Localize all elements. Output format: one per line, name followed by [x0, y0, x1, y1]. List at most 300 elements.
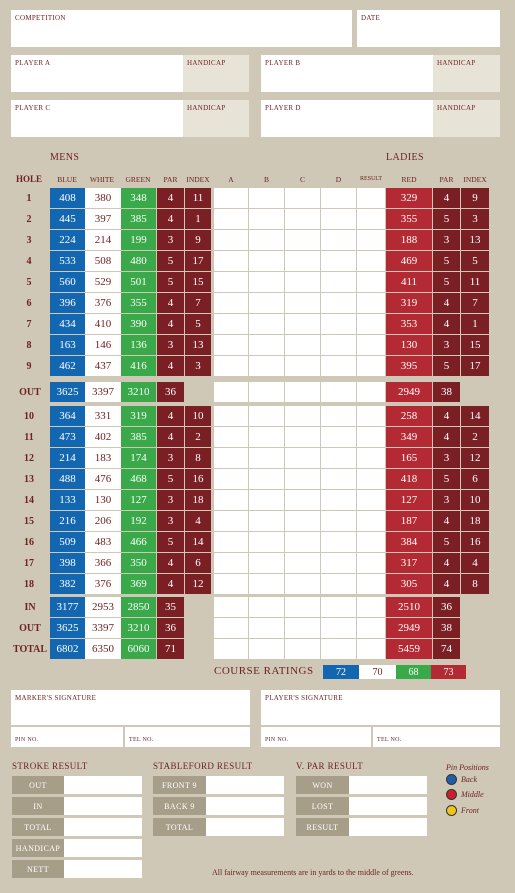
mens-par: 3 [157, 448, 184, 468]
score-cell-b[interactable] [249, 293, 284, 313]
total-out-score-result[interactable] [357, 618, 385, 638]
score-cell-a[interactable] [214, 272, 248, 292]
score-cell-b[interactable] [249, 427, 284, 447]
score-cell-b[interactable] [249, 356, 284, 376]
player-d-field[interactable] [261, 100, 433, 137]
white-yardage: 366 [85, 553, 121, 573]
score-cell-a[interactable] [214, 406, 248, 426]
red-yardage: 329 [386, 188, 432, 208]
score-cell-result[interactable] [357, 314, 385, 334]
total-in-ladies-par: 36 [433, 597, 460, 617]
total-in-score-d[interactable] [321, 597, 356, 617]
score-cell-result[interactable] [357, 406, 385, 426]
header-c: C [299, 174, 305, 184]
ladies-index: 12 [461, 448, 489, 468]
white-yardage: 476 [85, 469, 121, 489]
front-out-green: 3210 [121, 382, 156, 402]
vpar-row-label: RESULT [296, 818, 349, 836]
score-cell-c[interactable] [285, 511, 320, 531]
stroke-row-field[interactable] [64, 839, 142, 857]
ladies-index: 14 [461, 406, 489, 426]
score-cell-b[interactable] [249, 314, 284, 334]
score-cell-c[interactable] [285, 532, 320, 552]
blue-yardage: 488 [50, 469, 85, 489]
score-cell-d[interactable] [321, 356, 356, 376]
header-b: B [263, 174, 269, 184]
player-tel-field[interactable] [373, 727, 500, 747]
score-cell-d[interactable] [321, 293, 356, 313]
white-yardage: 376 [85, 293, 121, 313]
score-cell-c[interactable] [285, 251, 320, 271]
score-cell-a[interactable] [214, 188, 248, 208]
total-out-blue: 3625 [50, 618, 85, 638]
player-b-field[interactable] [261, 55, 433, 92]
score-cell-a[interactable] [214, 448, 248, 468]
score-cell-a[interactable] [214, 490, 248, 510]
total-in-red: 2510 [386, 597, 432, 617]
blue-yardage: 382 [50, 574, 85, 594]
red-yardage: 258 [386, 406, 432, 426]
pin-label: PIN NO. [15, 737, 39, 743]
score-cell-b[interactable] [249, 188, 284, 208]
total-in-white: 2953 [85, 597, 121, 617]
stroke-row-field[interactable] [64, 818, 142, 836]
score-cell-result[interactable] [357, 356, 385, 376]
hole-number: 17 [24, 557, 34, 569]
marker-tel-field[interactable] [125, 727, 250, 747]
green-yardage: 355 [121, 293, 156, 313]
score-cell-c[interactable] [285, 209, 320, 229]
pin-front-dot [446, 805, 457, 816]
handicap-label: HANDICAP [187, 104, 226, 112]
total-in-green: 2850 [121, 597, 156, 617]
score-cell-d[interactable] [321, 406, 356, 426]
mens-index: 4 [185, 511, 211, 531]
front-out-score-a[interactable] [214, 382, 248, 402]
white-yardage: 508 [85, 251, 121, 271]
hole-number: 15 [24, 515, 34, 527]
front-out-blue: 3625 [50, 382, 85, 402]
blue-yardage: 163 [50, 335, 85, 355]
score-cell-d[interactable] [321, 574, 356, 594]
mens-index: 7 [185, 293, 211, 313]
total-in-score-c[interactable] [285, 597, 320, 617]
green-yardage: 501 [121, 272, 156, 292]
red-yardage: 349 [386, 427, 432, 447]
hole-number: 6 [26, 297, 32, 309]
stableford-row-field[interactable] [206, 797, 284, 815]
front-out-score-d[interactable] [321, 382, 356, 402]
white-yardage: 376 [85, 574, 121, 594]
handicap-label: HANDICAP [187, 59, 226, 67]
score-cell-b[interactable] [249, 574, 284, 594]
white-yardage: 331 [85, 406, 121, 426]
stableford-row-field[interactable] [206, 818, 284, 836]
score-cell-b[interactable] [249, 490, 284, 510]
total-out-ladies-par: 38 [433, 618, 460, 638]
score-cell-b[interactable] [249, 448, 284, 468]
total-in-score-a[interactable] [214, 597, 248, 617]
header-green: GREEN [125, 174, 151, 184]
ladies-title: LADIES [386, 152, 424, 163]
marker-signature-label: MARKER'S SIGNATURE [15, 694, 97, 702]
pin-positions-title: Pin Positions [446, 763, 489, 772]
ladies-par: 5 [433, 272, 460, 292]
mens-par: 4 [157, 188, 184, 208]
hole-number: 11 [24, 431, 34, 443]
score-cell-d[interactable] [321, 272, 356, 292]
ladies-index: 11 [461, 272, 489, 292]
ladies-index: 13 [461, 230, 489, 250]
red-yardage: 165 [386, 448, 432, 468]
score-cell-a[interactable] [214, 469, 248, 489]
blue-yardage: 509 [50, 532, 85, 552]
player-signature-field[interactable] [261, 690, 500, 725]
mens-index: 12 [185, 574, 211, 594]
total-out-score-a[interactable] [214, 618, 248, 638]
green-yardage: 480 [121, 251, 156, 271]
hole-number: 4 [26, 255, 32, 267]
green-yardage: 174 [121, 448, 156, 468]
hole-number: 13 [24, 473, 34, 485]
stroke-row-field[interactable] [64, 860, 142, 878]
green-yardage: 136 [121, 335, 156, 355]
mens-index: 6 [185, 553, 211, 573]
score-cell-result[interactable] [357, 335, 385, 355]
score-cell-b[interactable] [249, 230, 284, 250]
total-total-label: TOTAL [12, 643, 48, 655]
pin-back-dot [446, 774, 457, 785]
total-out-score-c[interactable] [285, 618, 320, 638]
hole-number: 16 [24, 536, 34, 548]
header-par: PAR [163, 174, 178, 184]
score-cell-d[interactable] [321, 490, 356, 510]
score-cell-a[interactable] [214, 335, 248, 355]
stroke-row-label: IN [12, 797, 64, 815]
blue-yardage: 560 [50, 272, 85, 292]
score-cell-c[interactable] [285, 335, 320, 355]
mens-par: 3 [157, 490, 184, 510]
score-cell-d[interactable] [321, 448, 356, 468]
player-a-field[interactable] [11, 55, 183, 92]
player-b-handicap-field[interactable] [433, 55, 500, 92]
ladies-index: 4 [461, 553, 489, 573]
total-out-score-d[interactable] [321, 618, 356, 638]
header-hole: HOLE [15, 174, 42, 184]
ladies-par: 4 [433, 553, 460, 573]
score-cell-a[interactable] [214, 532, 248, 552]
header-a: A [228, 174, 234, 184]
hole-number: 14 [24, 494, 34, 506]
total-total-score-result[interactable] [357, 639, 385, 659]
total-total-score-b[interactable] [249, 639, 284, 659]
score-cell-result[interactable] [357, 511, 385, 531]
ladies-par: 4 [433, 314, 460, 334]
score-cell-d[interactable] [321, 314, 356, 334]
mens-par: 4 [157, 427, 184, 447]
score-cell-d[interactable] [321, 532, 356, 552]
total-in-score-b[interactable] [249, 597, 284, 617]
player-pin-field[interactable] [261, 727, 371, 747]
blue-yardage: 408 [50, 188, 85, 208]
hole-number: 8 [26, 339, 32, 351]
score-cell-result[interactable] [357, 469, 385, 489]
pin-middle-row [446, 789, 484, 800]
ladies-par: 4 [433, 427, 460, 447]
mens-par: 5 [157, 272, 184, 292]
total-total-red: 5459 [386, 639, 432, 659]
mens-index: 14 [185, 532, 211, 552]
score-cell-result[interactable] [357, 553, 385, 573]
red-yardage: 130 [386, 335, 432, 355]
score-cell-b[interactable] [249, 335, 284, 355]
pin-middle-dot [446, 789, 457, 800]
mens-index: 17 [185, 251, 211, 271]
stroke-row-label: OUT [12, 776, 64, 794]
white-yardage: 146 [85, 335, 121, 355]
score-cell-c[interactable] [285, 272, 320, 292]
score-cell-d[interactable] [321, 335, 356, 355]
total-total-score-a[interactable] [214, 639, 248, 659]
score-cell-a[interactable] [214, 251, 248, 271]
total-total-green: 6060 [121, 639, 156, 659]
vpar-row-field[interactable] [349, 818, 427, 836]
total-total-blue: 6802 [50, 639, 85, 659]
green-yardage: 385 [121, 209, 156, 229]
score-cell-c[interactable] [285, 406, 320, 426]
hole-number: 12 [24, 452, 34, 464]
blue-yardage: 216 [50, 511, 85, 531]
stableford-result-title: STABLEFORD RESULT [153, 761, 253, 771]
total-out-label: OUT [19, 622, 41, 634]
score-cell-d[interactable] [321, 553, 356, 573]
total-out-par: 36 [157, 618, 184, 638]
front-out-score-c[interactable] [285, 382, 320, 402]
date-field[interactable] [357, 10, 500, 47]
score-cell-b[interactable] [249, 406, 284, 426]
score-cell-result[interactable] [357, 448, 385, 468]
score-cell-d[interactable] [321, 188, 356, 208]
ladies-par: 5 [433, 356, 460, 376]
header-white: WHITE [89, 174, 115, 184]
total-out-score-b[interactable] [249, 618, 284, 638]
red-yardage: 305 [386, 574, 432, 594]
score-cell-a[interactable] [214, 314, 248, 334]
mens-par: 4 [157, 356, 184, 376]
score-cell-a[interactable] [214, 293, 248, 313]
mens-par: 4 [157, 209, 184, 229]
white-yardage: 130 [85, 490, 121, 510]
player-signature-label: PLAYER'S SIGNATURE [265, 694, 343, 702]
white-yardage: 214 [85, 230, 121, 250]
red-yardage: 418 [386, 469, 432, 489]
score-cell-result[interactable] [357, 230, 385, 250]
red-yardage: 355 [386, 209, 432, 229]
hole-number: 1 [26, 192, 32, 204]
competition-field[interactable] [11, 10, 352, 47]
mens-index: 10 [185, 406, 211, 426]
white-yardage: 483 [85, 532, 121, 552]
score-cell-result[interactable] [357, 490, 385, 510]
mens-index: 3 [185, 356, 211, 376]
score-cell-result[interactable] [357, 272, 385, 292]
blue-yardage: 396 [50, 293, 85, 313]
vpar-row-field[interactable] [349, 797, 427, 815]
competition-label: COMPETITION [15, 14, 66, 22]
stroke-row-field[interactable] [64, 776, 142, 794]
stroke-row-label: HANDICAP [12, 839, 64, 857]
marker-pin-field[interactable] [11, 727, 123, 747]
front-out-score-b[interactable] [249, 382, 284, 402]
mens-index: 5 [185, 314, 211, 334]
mens-par: 4 [157, 314, 184, 334]
mens-index: 15 [185, 272, 211, 292]
blue-yardage: 445 [50, 209, 85, 229]
score-cell-c[interactable] [285, 356, 320, 376]
score-cell-b[interactable] [249, 532, 284, 552]
score-cell-b[interactable] [249, 209, 284, 229]
green-yardage: 390 [121, 314, 156, 334]
ladies-index: 17 [461, 356, 489, 376]
player-c-field[interactable] [11, 100, 183, 137]
mens-index: 11 [185, 188, 211, 208]
blue-yardage: 133 [50, 490, 85, 510]
ladies-index: 3 [461, 209, 489, 229]
header-lpar: PAR [439, 174, 454, 184]
marker-signature-field[interactable] [11, 690, 250, 725]
ladies-index: 15 [461, 335, 489, 355]
mens-par: 3 [157, 335, 184, 355]
total-in-par: 35 [157, 597, 184, 617]
rating-white: 70 [359, 665, 396, 679]
score-cell-a[interactable] [214, 356, 248, 376]
score-cell-b[interactable] [249, 511, 284, 531]
total-in-score-result[interactable] [357, 597, 385, 617]
front-out-label: OUT [19, 386, 41, 398]
white-yardage: 402 [85, 427, 121, 447]
blue-yardage: 462 [50, 356, 85, 376]
player-b-label: PLAYER B [265, 59, 301, 67]
score-cell-result[interactable] [357, 293, 385, 313]
red-yardage: 384 [386, 532, 432, 552]
red-yardage: 127 [386, 490, 432, 510]
score-cell-d[interactable] [321, 427, 356, 447]
score-cell-c[interactable] [285, 427, 320, 447]
hole-number: 10 [24, 410, 34, 422]
player-a-handicap-field[interactable] [183, 55, 249, 92]
score-cell-a[interactable] [214, 574, 248, 594]
white-yardage: 529 [85, 272, 121, 292]
score-cell-c[interactable] [285, 293, 320, 313]
pin-back-row [446, 774, 477, 785]
stroke-row-label: NETT [12, 860, 64, 878]
score-cell-c[interactable] [285, 553, 320, 573]
score-cell-c[interactable] [285, 574, 320, 594]
stableford-row-field[interactable] [206, 776, 284, 794]
score-cell-a[interactable] [214, 553, 248, 573]
front-out-par: 36 [157, 382, 184, 402]
green-yardage: 468 [121, 469, 156, 489]
mens-index: 1 [185, 209, 211, 229]
score-cell-b[interactable] [249, 251, 284, 271]
handicap-label: HANDICAP [437, 104, 476, 112]
player-c-handicap-field[interactable] [183, 100, 249, 137]
score-cell-d[interactable] [321, 469, 356, 489]
score-cell-a[interactable] [214, 511, 248, 531]
ladies-index: 16 [461, 532, 489, 552]
stableford-row-label: TOTAL [153, 818, 206, 836]
total-total-score-c[interactable] [285, 639, 320, 659]
white-yardage: 380 [85, 188, 121, 208]
blue-yardage: 473 [50, 427, 85, 447]
date-label: DATE [361, 14, 381, 22]
mens-par: 3 [157, 230, 184, 250]
score-cell-c[interactable] [285, 188, 320, 208]
red-yardage: 319 [386, 293, 432, 313]
white-yardage: 437 [85, 356, 121, 376]
total-total-par: 71 [157, 639, 184, 659]
mens-par: 3 [157, 511, 184, 531]
header-blue: BLUE [57, 174, 77, 184]
score-cell-c[interactable] [285, 469, 320, 489]
score-cell-result[interactable] [357, 532, 385, 552]
header-lindex: INDEX [463, 174, 487, 184]
rating-green: 68 [396, 665, 431, 679]
pin-label: PIN NO. [265, 737, 289, 743]
score-cell-result[interactable] [357, 251, 385, 271]
rating-blue: 72 [323, 665, 359, 679]
ladies-index: 6 [461, 469, 489, 489]
score-cell-b[interactable] [249, 553, 284, 573]
score-cell-a[interactable] [214, 230, 248, 250]
score-cell-c[interactable] [285, 230, 320, 250]
vpar-row-field[interactable] [349, 776, 427, 794]
green-yardage: 199 [121, 230, 156, 250]
rating-red: 73 [431, 665, 466, 679]
ladies-par: 5 [433, 251, 460, 271]
score-cell-b[interactable] [249, 272, 284, 292]
total-total-ladies-par: 74 [433, 639, 460, 659]
score-cell-c[interactable] [285, 490, 320, 510]
total-total-score-d[interactable] [321, 639, 356, 659]
score-cell-result[interactable] [357, 427, 385, 447]
score-cell-a[interactable] [214, 209, 248, 229]
score-cell-result[interactable] [357, 209, 385, 229]
hole-number: 9 [26, 360, 32, 372]
mens-par: 4 [157, 293, 184, 313]
green-yardage: 385 [121, 427, 156, 447]
tel-label: TEL NO. [129, 737, 154, 743]
front-out-score-result[interactable] [357, 382, 385, 402]
total-total-white: 6350 [85, 639, 121, 659]
mens-index: 16 [185, 469, 211, 489]
score-cell-a[interactable] [214, 427, 248, 447]
stroke-row-field[interactable] [64, 797, 142, 815]
score-cell-result[interactable] [357, 188, 385, 208]
score-cell-d[interactable] [321, 209, 356, 229]
score-cell-b[interactable] [249, 469, 284, 489]
score-cell-d[interactable] [321, 251, 356, 271]
player-d-handicap-field[interactable] [433, 100, 500, 137]
mens-index: 2 [185, 427, 211, 447]
header-red: RED [401, 174, 417, 184]
score-cell-c[interactable] [285, 314, 320, 334]
score-cell-c[interactable] [285, 448, 320, 468]
vpar-result-title: V. PAR RESULT [296, 761, 364, 771]
score-cell-d[interactable] [321, 511, 356, 531]
score-cell-result[interactable] [357, 574, 385, 594]
score-cell-d[interactable] [321, 230, 356, 250]
